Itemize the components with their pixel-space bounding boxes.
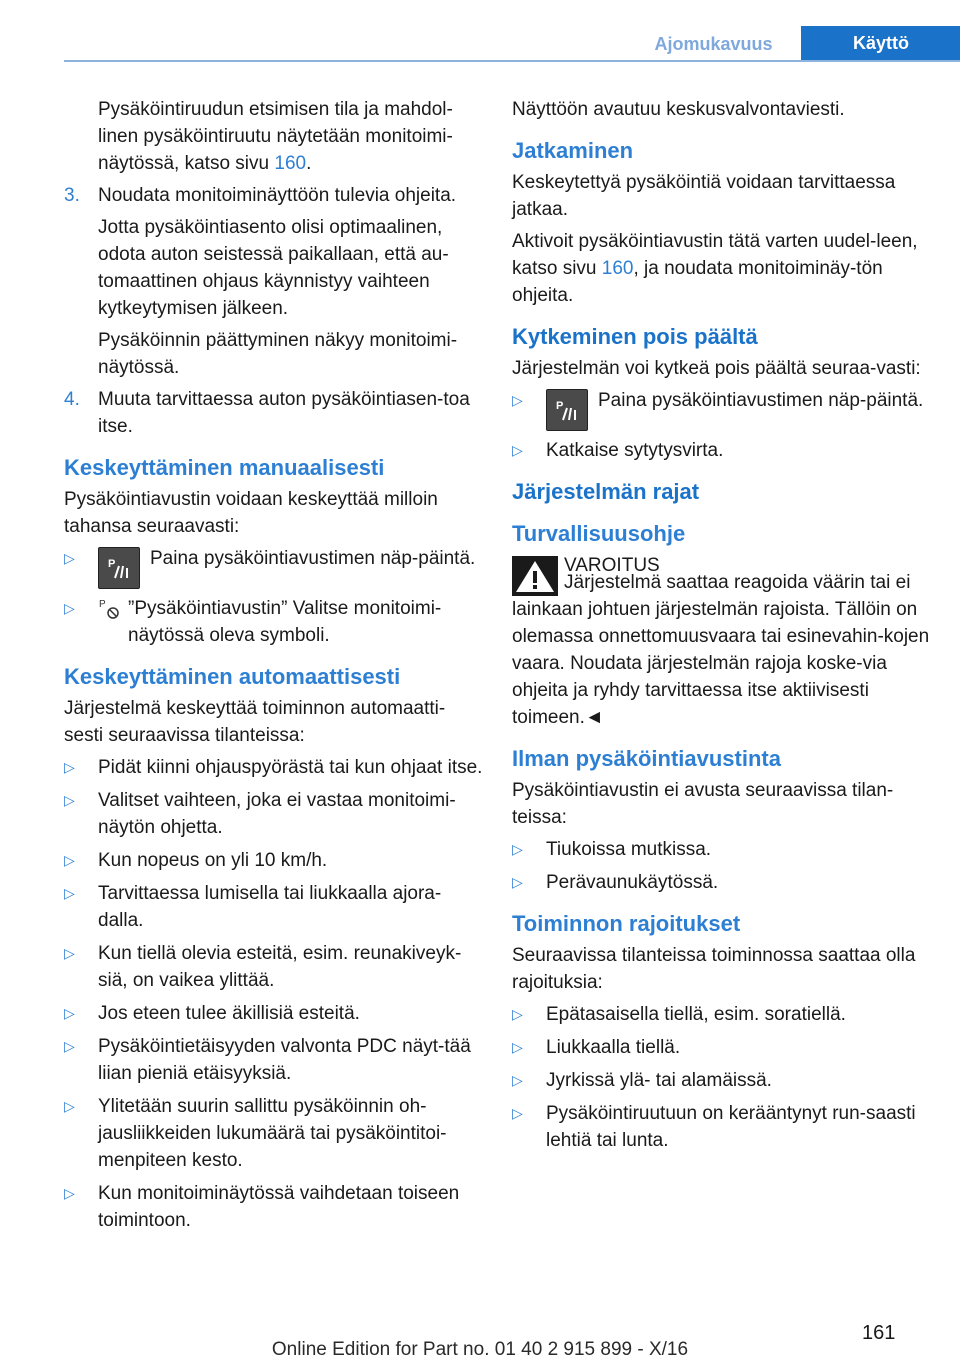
list-item-text: ”Pysäköintiavustin” Valitse monitoimi-näytössä oleva symboli. [128, 598, 442, 646]
list-item [512, 1100, 932, 1154]
triangle-right-icon: ▷ [64, 945, 75, 961]
heading-without-assist: Ilman pysäköintiavustinta [512, 746, 781, 771]
list-item [64, 1033, 484, 1087]
chapter-tab: Käyttö [801, 26, 960, 62]
list-item [512, 1001, 932, 1028]
heading-switch-off: Kytkeminen pois päältä [512, 324, 758, 349]
page-number: 161 [862, 1322, 896, 1344]
list-item-text: Paina pysäköintiavustimen näp-päintä. [150, 548, 476, 569]
manual-intro: Pysäköintiavustin voidaan keskeyttää milloin tahansa seuraavasti: [64, 489, 438, 537]
warning-text: Järjestelmä saattaa reagoida väärin tai ei lainkaan johtuen järjestelmän rajoista. Tällöin on olemassa onnettomuusvaara tai esinevahin-kojen vaara. Noudata järjestelmän rajoja koske-via ohjeita ja ryhdy tarvittaessa itse aktiivisesti toimeen.◄ [512, 572, 930, 728]
list-item-text: Jos eteen tulee äkillisiä esteitä. [98, 1003, 360, 1024]
step-text: Noudata monitoiminäyttöön tulevia ohjeita. [98, 185, 457, 206]
page-link[interactable]: 160 [601, 258, 634, 279]
list-item [512, 869, 932, 896]
svg-text:P: P [99, 599, 106, 610]
triangle-right-icon: ▷ [64, 1038, 75, 1054]
triangle-right-icon: ▷ [64, 759, 75, 775]
list-item [512, 1034, 932, 1061]
parking-assist-symbol-icon [98, 597, 128, 649]
list-item [512, 1067, 932, 1094]
step-3-note-2: Pysäköinnin päättyminen näkyy monitoimi-näytössä. [98, 330, 458, 378]
triangle-right-icon: ▷ [64, 550, 75, 566]
list-item-text: Kun nopeus on yli 10 km/h. [98, 850, 328, 871]
triangle-right-icon: ▷ [64, 792, 75, 808]
triangle-right-icon: ▷ [512, 1105, 523, 1121]
list-item-text: Liukkaalla tiellä. [546, 1037, 681, 1058]
parking-assist-button-icon [98, 547, 140, 589]
triangle-right-icon: ▷ [512, 1006, 523, 1022]
list-item [64, 787, 484, 841]
triangle-right-icon: ▷ [64, 852, 75, 868]
list-item-text: Perävaunukäytössä. [546, 872, 719, 893]
list-item-text: Paina pysäköintiavustimen näp-päintä. [598, 390, 924, 411]
list-item [512, 437, 932, 464]
manual-list [64, 545, 484, 649]
step-4 [64, 386, 484, 440]
list-item [64, 545, 484, 589]
list-item [64, 940, 484, 994]
list-item-text: Tarvittaessa lumisella tai liukkaalla ajora-dalla. [98, 883, 442, 931]
auto-list [64, 754, 484, 1234]
list-item-text: Valitset vaihteen, joka ei vastaa monitoimi-näytön ohjetta. [98, 790, 456, 838]
triangle-right-icon: ▷ [64, 885, 75, 901]
page-header [64, 26, 960, 62]
list-item-text: Kun monitoiminäytössä vaihdetaan toiseen toimintoon. [98, 1183, 460, 1231]
auto-intro: Järjestelmä keskeyttää toiminnon automaatti-sesti seuraavissa tilanteissa: [64, 698, 446, 746]
list-item [64, 1180, 484, 1234]
heading-system-limits: Järjestelmän rajat [512, 479, 700, 504]
list-item-text: Katkaise sytytysvirta. [546, 440, 724, 461]
list-item [64, 754, 484, 781]
list-item [64, 595, 484, 649]
section-title: Ajomukavuus [654, 34, 773, 54]
list-item [64, 1000, 484, 1027]
list-item-text: Pysäköintietäisyyden valvonta PDC näyt-tää liian pieniä etäisyyksiä. [98, 1036, 471, 1084]
step-3 [64, 182, 484, 209]
triangle-right-icon: ▷ [512, 1072, 523, 1088]
triangle-right-icon: ▷ [512, 1039, 523, 1055]
parking-assist-button-icon [546, 389, 588, 431]
triangle-right-icon: ▷ [512, 874, 523, 890]
list-item [512, 836, 932, 863]
list-item [512, 387, 932, 431]
left-column [64, 96, 484, 1240]
step-number: 4. [64, 389, 80, 410]
step-3-note-1: Jotta pysäköintiasento olisi optimaalinen, odota auton seistessä paikallaan, että au-tomaattinen ohjaus käynnistyy vaihteen kytkeytymisen jälkeen. [98, 217, 449, 319]
heading-manual-cancel: Keskeyttäminen manuaalisesti [64, 455, 385, 480]
message-intro: Näyttöön avautuu keskusvalvontaviesti. [512, 99, 845, 120]
heading-auto-cancel: Keskeyttäminen automaattisesti [64, 664, 401, 689]
list-item-text: Ylitetään suurin sallittu pysäköinnin oh-jausliikkeiden lukumäärä tai pysäköintitoi-menpiteen kesto. [98, 1096, 447, 1171]
list-item [64, 880, 484, 934]
restrictions-list [512, 1001, 932, 1154]
without-list [512, 836, 932, 896]
without-intro: Pysäköintiavustin ei avusta seuraavissa tilan-teissa: [512, 780, 894, 828]
triangle-right-icon: ▷ [512, 442, 523, 458]
switch-off-intro: Järjestelmän voi kytkeä pois päältä seuraa-vasti: [512, 358, 921, 379]
right-column [512, 96, 932, 1160]
continue-para-2: Aktivoit pysäköintiavustin tätä varten uudel-leen, katso sivu 160, ja noudata monitoiminäy-tön ohjeita. [512, 231, 918, 306]
list-item-text: Tiukoissa mutkissa. [546, 839, 712, 860]
list-item-text: Pysäköintiruutuun on kerääntynyt run-saasti lehtiä tai lunta. [546, 1103, 916, 1151]
heading-safety-note: Turvallisuusohje [512, 521, 686, 546]
triangle-right-icon: ▷ [64, 1185, 75, 1201]
triangle-right-icon: ▷ [512, 392, 523, 408]
page-link[interactable]: 160 [274, 153, 307, 174]
list-item-text: Epätasaisella tiellä, esim. soratiellä. [546, 1004, 846, 1025]
warning-title: VAROITUS [564, 555, 660, 576]
continued-paragraph: Pysäköintiruudun etsimisen tila ja mahdol-linen pysäköintiruutu näytetään monitoimi-näytössä, katso sivu 160. [98, 99, 453, 174]
list-item-text: Kun tiellä olevia esteitä, esim. reunakiveyk-siä, on vaikea ylittää. [98, 943, 462, 991]
list-item-text: Pidät kiinni ohjauspyörästä tai kun ohjaat itse. [98, 757, 483, 778]
triangle-right-icon: ▷ [64, 1005, 75, 1021]
edition-line: Online Edition for Part no. 01 40 2 915 899 - X/16 [271, 1339, 689, 1360]
list-item [64, 847, 484, 874]
svg-text:P: P [556, 400, 564, 412]
switch-off-list [512, 387, 932, 464]
triangle-right-icon: ▷ [64, 600, 75, 616]
triangle-right-icon: ▷ [64, 1098, 75, 1114]
triangle-right-icon: ▷ [512, 841, 523, 857]
header-rule [64, 60, 960, 62]
step-text: Muuta tarvittaessa auton pysäköintiasen-toa itse. [98, 389, 470, 437]
list-item-text: Jyrkissä ylä- tai alamäissä. [546, 1070, 772, 1091]
heading-continue: Jatkaminen [512, 138, 634, 163]
continue-para-1: Keskeytettyä pysäköintiä voidaan tarvittaessa jatkaa. [512, 172, 896, 220]
restrictions-intro: Seuraavissa tilanteissa toiminnossa saattaa olla rajoituksia: [512, 945, 916, 993]
heading-restrictions: Toiminnon rajoitukset [512, 911, 741, 936]
svg-text:P: P [108, 558, 116, 570]
list-item [64, 1093, 484, 1174]
step-number: 3. [64, 185, 80, 206]
